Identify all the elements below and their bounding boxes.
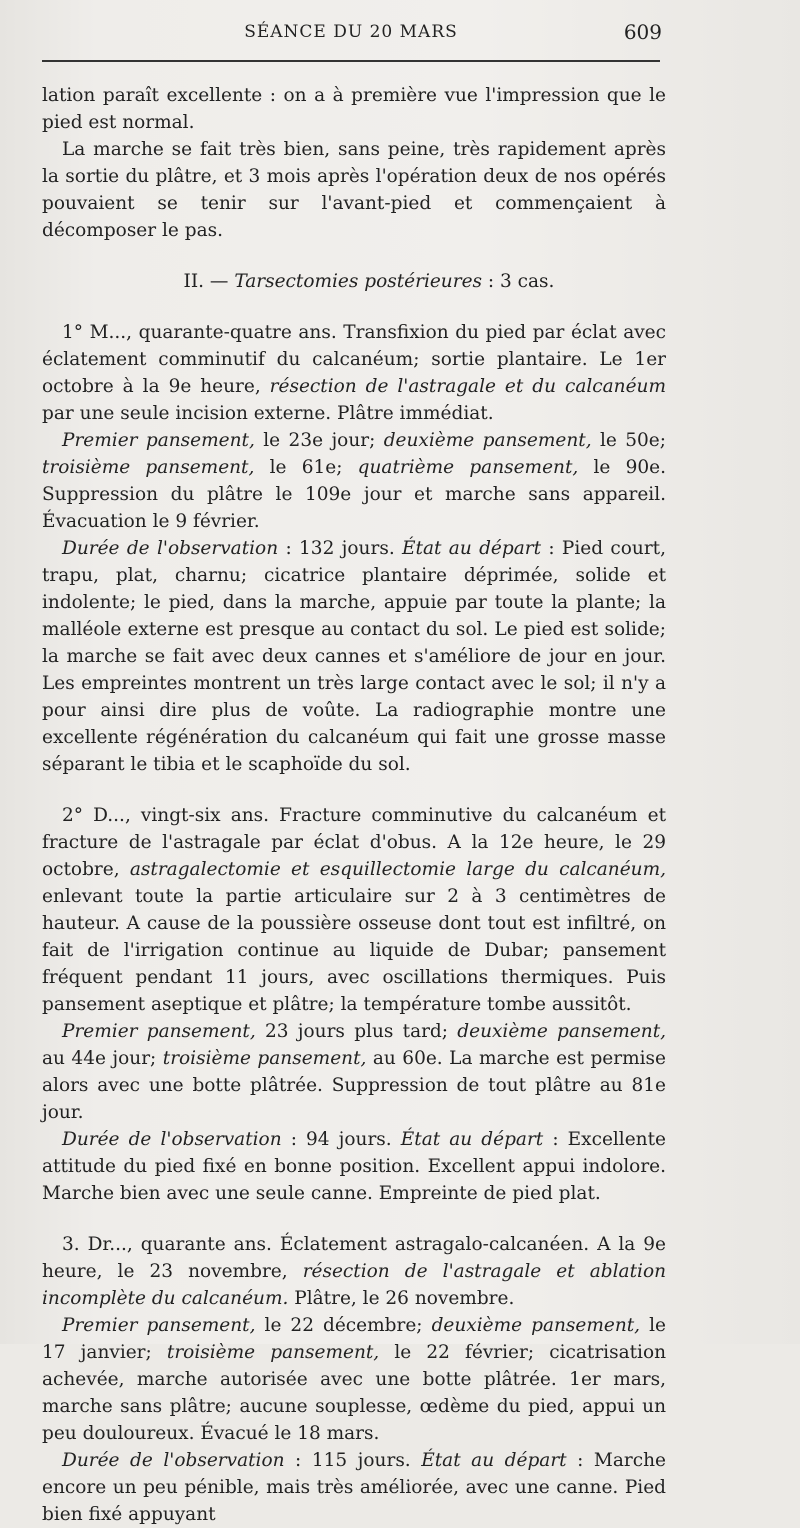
running-title: SÉANCE DU 20 MARS xyxy=(244,22,458,42)
case-1-dressings: Premier pansement, le 23e jour; deuxième pansement, le 50e; troisième pansement, le 61e; quatrième pansement, le 90e. Suppression du plâtre le 109e jour et marche sans appareil. Évacuation le 9 février. xyxy=(42,430,666,532)
section-heading: II. — Tarsectomies postérieures : 3 cas. xyxy=(183,271,555,292)
case-1-intro: 1° M..., quarante-quatre ans. Transfixion du pied par éclat avec éclatement comminutif du calcanéum; sortie plantaire. Le 1er octobre à la 9e heure, résection de l'astragale et du calcanéum par une seule incision externe. Plâtre immédiat. xyxy=(42,322,666,424)
case-2-dressings: Premier pansement, 23 jours plus tard; deuxième pansement, au 44e jour; troisième pansement, au 60e. La marche est permise alors avec une botte plâtrée. Suppression de tout plâtre au 81e jour. xyxy=(42,1021,667,1123)
paragraph-continuation: lation paraît excellente : on a à première vue l'impression que le pied est normal. xyxy=(42,85,666,133)
header-rule xyxy=(42,60,660,62)
case-2-outcome: Durée de l'observation : 94 jours. État au départ : Excellente attitude du pied fixé en bonne position. Excellent appui indolore. Marche bien avec une seule canne. Empreinte de pied plat. xyxy=(42,1129,666,1204)
case-3-dressings: Premier pansement, le 22 décembre; deuxième pansement, le 17 janvier; troisième pansement, le 22 février; cicatrisation achevée, marche autorisée avec une botte plâtrée. 1er mars, marche sans plâtre; aucune souplesse, œdème du pied, appui un peu douloureux. Évacué le 18 mars. xyxy=(42,1315,666,1444)
body-text xyxy=(42,82,666,1528)
case-2-intro: 2° D..., vingt-six ans. Fracture comminutive du calcanéum et fracture de l'astragale par éclat d'obus. A la 12e heure, le 29 octobre, astragalectomie et esquillectomie large du calcanéum, enlevant toute la partie articulaire sur 2 à 3 centimètres de hauteur. A cause de la poussière osseuse dont tout est infiltré, on fait de l'irrigation continue au liquide de Dubar; pansement fréquent pendant 11 jours, avec oscillations thermiques. Puis pansement aseptique et plâtre; la température tombe aussitôt. xyxy=(42,805,667,1015)
case-3-intro: 3. Dr..., quarante ans. Éclatement astragalo-calcanéen. A la 9e heure, le 23 novembre, résection de l'astragale et ablation incomplète du calcanéum. Plâtre, le 26 novembre. xyxy=(42,1234,666,1309)
page-number: 609 xyxy=(623,20,662,44)
case-1-outcome: Durée de l'observation : 132 jours. État au départ : Pied court, trapu, plat, charnu; cicatrice plantaire déprimée, solide et indolente; le pied, dans la marche, appuie par toute la plante; la malléole externe est presque au contact du sol. Le pied est solide; la marche se fait avec deux cannes et s'améliore de jour en jour. Les empreintes montrent un très large contact avec le sol; il n'y a pour ainsi dire plus de voûte. La radiographie montre une excellente régénération du calcanéum qui fait une grosse masse séparant le tibia et le scaphoïde du sol. xyxy=(42,538,666,775)
running-header xyxy=(40,18,662,48)
case-3-outcome: Durée de l'observation : 115 jours. État au départ : Marche encore un peu pénible, mais très améliorée, avec une canne. Pied bien fixé appuyant xyxy=(42,1450,666,1525)
paragraph-walking: La marche se fait très bien, sans peine, très rapidement après la sortie du plâtre, et 3 mois après l'opération deux de nos opérés pouvaient se tenir sur l'avant-pied et commençaient à décomposer le pas. xyxy=(42,139,666,241)
